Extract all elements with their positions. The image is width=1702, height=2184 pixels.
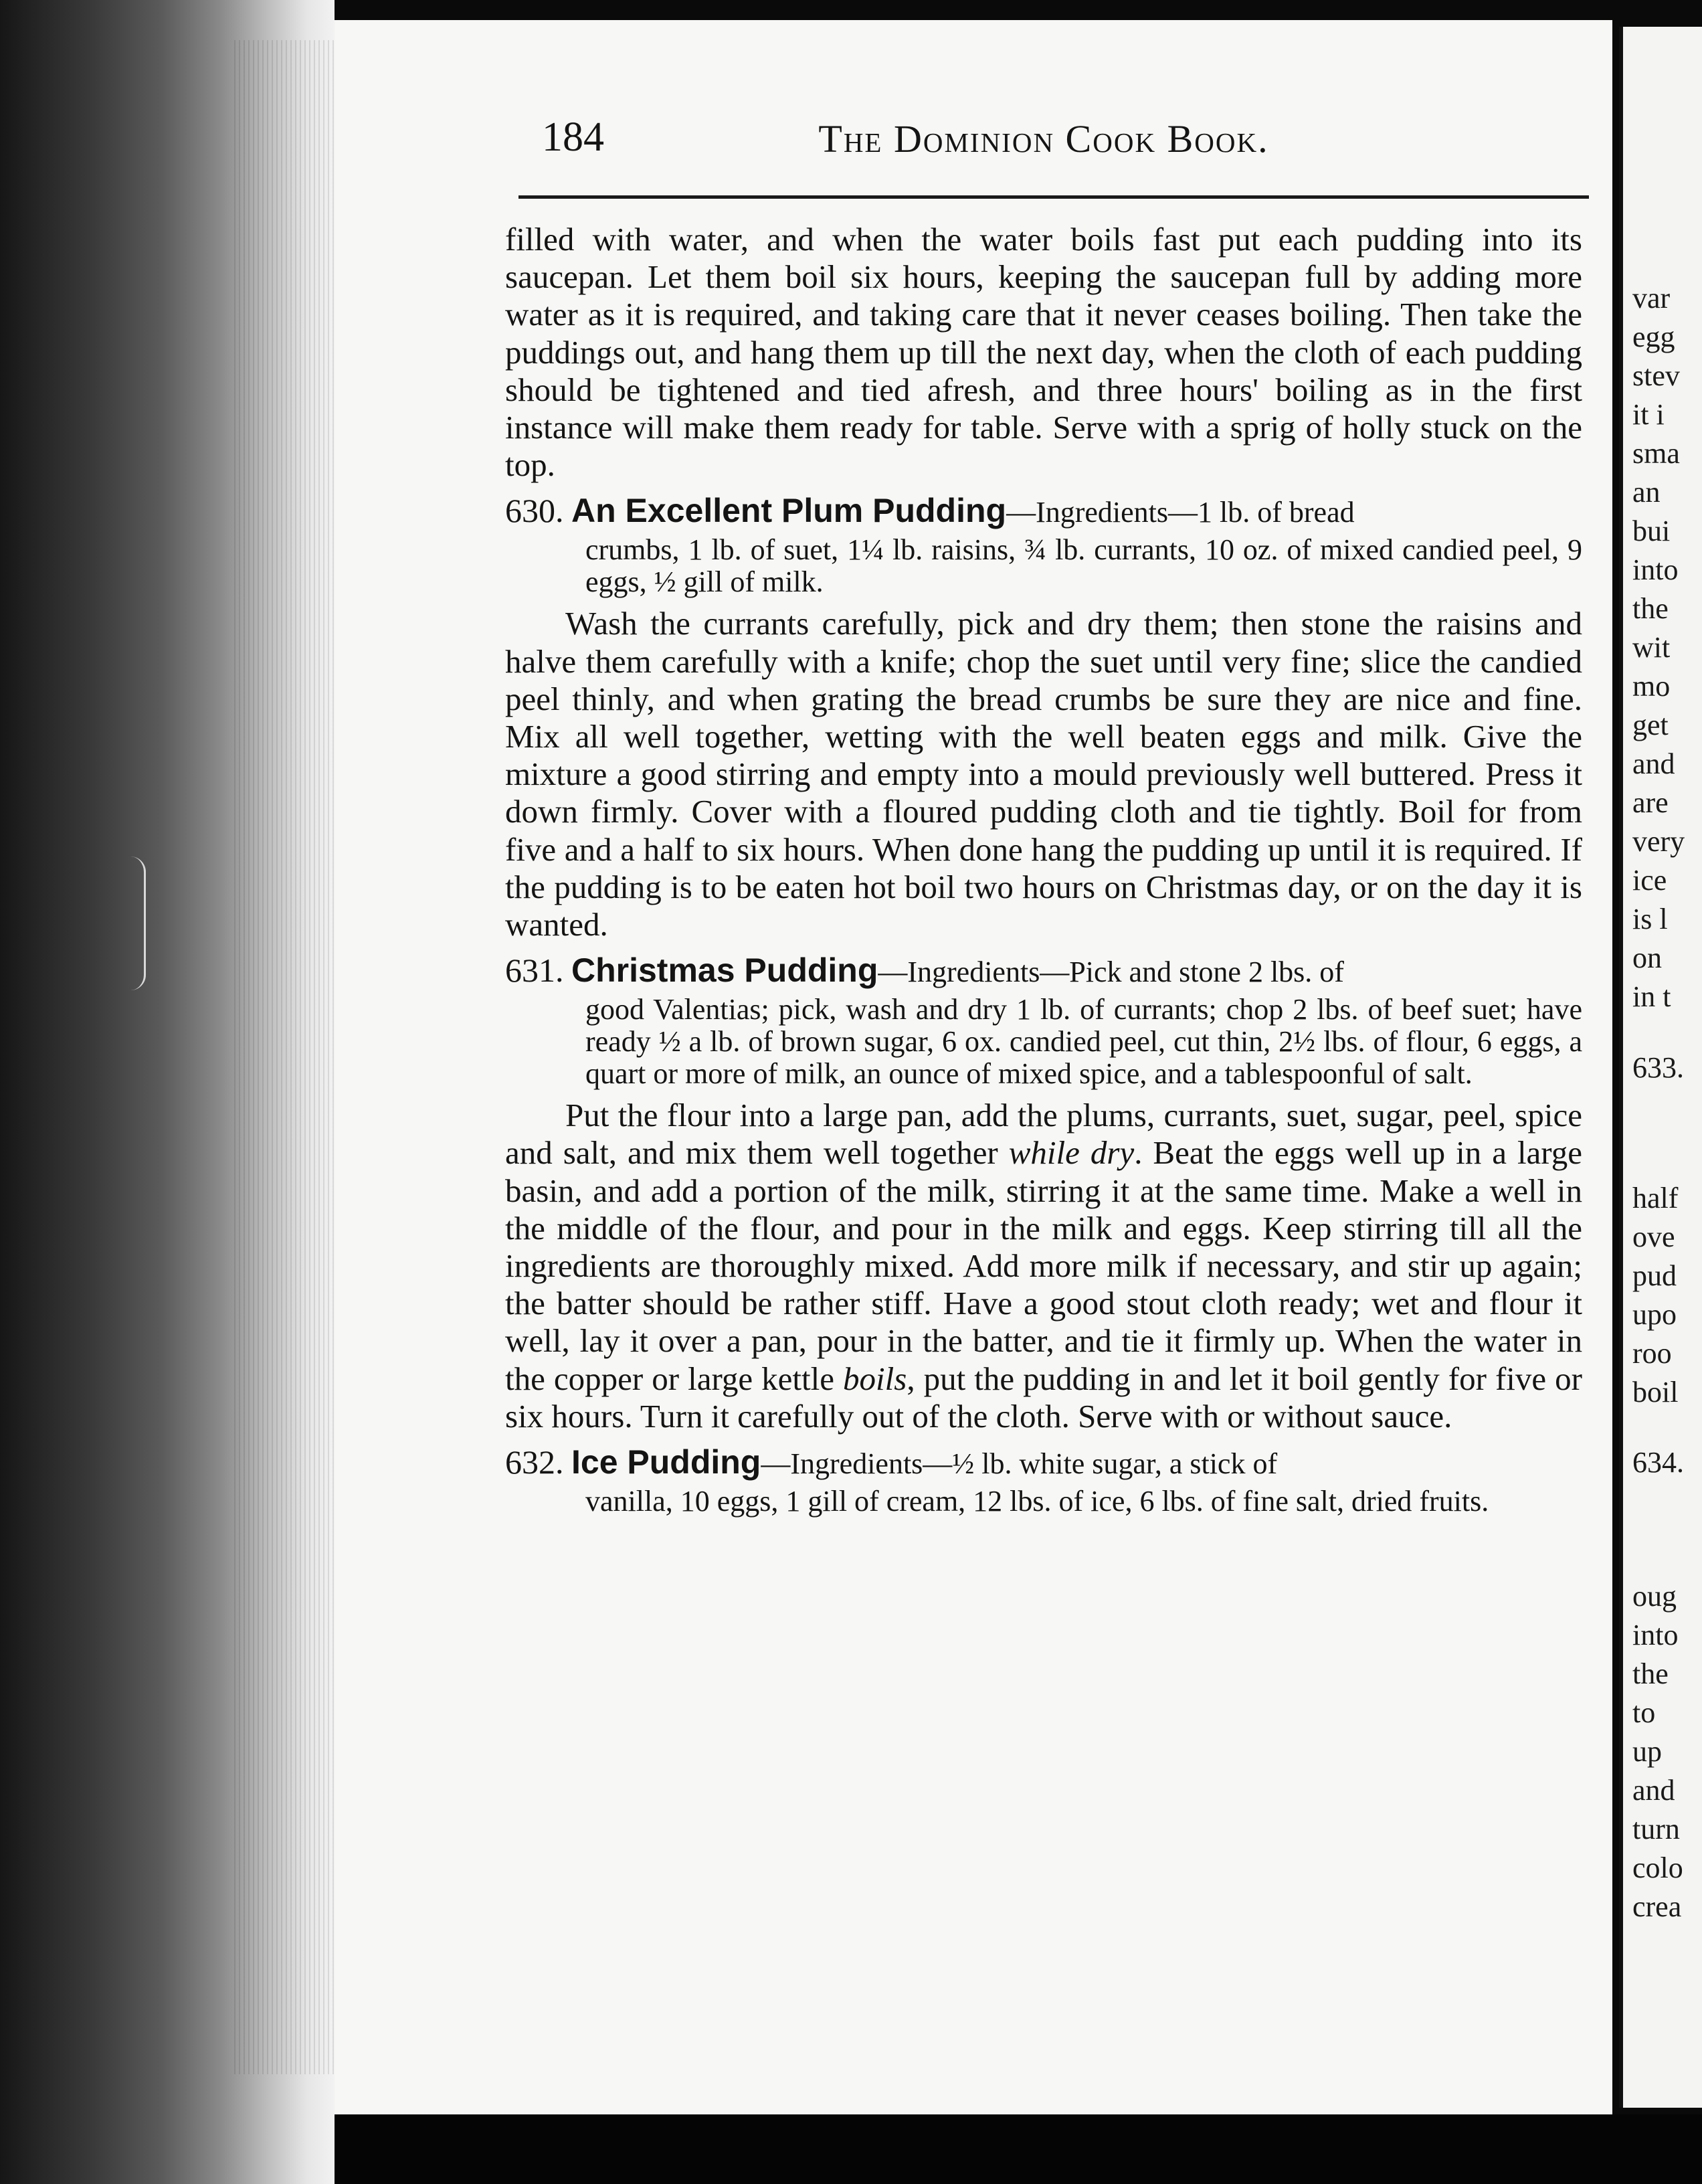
recipe-number: 630.	[505, 492, 564, 530]
method-emphasis: while dry	[1008, 1134, 1135, 1172]
facing-page-word: it i	[1632, 398, 1665, 431]
method-emphasis: boils	[843, 1360, 907, 1397]
recipe-631	[505, 951, 1582, 1435]
ingredients-list: good Valentias; pick, wash and dry 1 lb. of currants; chop 2 lbs. of beef suet; have ready ½ a lb. of brown sugar, 6 ox. candied peel, cut thin, 2½ lbs. of flour, 6 eggs, a quart or more of milk, an ounce of mixed spice, and a tablespoonful of salt.	[585, 993, 1582, 1091]
page-number: 184	[542, 114, 604, 160]
facing-page-word: 634.	[1632, 1446, 1684, 1479]
header-rule	[518, 195, 1589, 199]
ingredients-list: vanilla, 10 eggs, 1 gill of cream, 12 lbs. of ice, 6 lbs. of fine salt, dried fruits.	[585, 1485, 1489, 1518]
facing-page-word: var	[1632, 282, 1671, 314]
facing-page-word: pud	[1632, 1259, 1677, 1292]
page-header	[542, 114, 1572, 181]
method-text: , put the pudding in and let it boil gently for five or six hours. Turn it carefully out of the cloth. Serve with or without sauce.	[505, 1360, 1582, 1435]
recipe-title: Ice Pudding	[571, 1443, 761, 1481]
method-text: Put the flour into a large pan, add the plums, currants, suet, sugar, peel, spice and salt, and mix them well together	[505, 1097, 1582, 1172]
recipe-number: 631.	[505, 951, 564, 990]
method-text: . Beat the eggs well up in a large basin, and add a portion of the milk, stirring it at the same time. Make a well in the middle of the flour, and pour in the milk and eggs. Keep stirring till all the ingredients are thoroughly mixed. Add more milk if necessary, and stir up again; the batter should be rather stiff. Have a good stout cloth ready; wet and flour it well, lay it over a pan, pour in the batter, and tie it firmly up. When the water in the copper or large kettle	[505, 1134, 1582, 1397]
facing-page-word: ice	[1632, 864, 1667, 897]
facing-page-word: turn	[1632, 1813, 1680, 1845]
facing-page-word: oug	[1632, 1580, 1677, 1613]
facing-page-word: to	[1632, 1696, 1656, 1729]
body-text	[505, 221, 1582, 1524]
facing-page-word: on	[1632, 941, 1662, 974]
facing-page-word: into	[1632, 553, 1679, 586]
recipe-heading	[505, 494, 1582, 529]
facing-page-fragment	[1619, 27, 1702, 2108]
facing-page-word: bui	[1632, 515, 1671, 547]
book-page	[335, 20, 1612, 2114]
facing-page-word: ove	[1632, 1220, 1675, 1253]
recipe-630	[505, 494, 1582, 943]
facing-page-word: and	[1632, 747, 1675, 780]
facing-page-word: is l	[1632, 903, 1668, 935]
continuation-paragraph: filled with water, and when the water boils fast put each pudding into its saucepan. Let them boil six hours, keeping the saucepan full by adding more water as it is required, and taking care that it never ceases boiling. Then take the puddings out, and hang them up till the next day, when the cloth of each pudding should be tightened and tied afresh, and three hours' boiling as in the first instance will make them ready for table. Serve with a sprig of holly stuck on the top.	[505, 221, 1582, 484]
facing-page-word: wit	[1632, 631, 1671, 664]
facing-page-word: boil	[1632, 1376, 1679, 1408]
scan-background	[335, 2114, 1702, 2184]
facing-page-word: and	[1632, 1774, 1675, 1807]
facing-page-word: an	[1632, 476, 1661, 509]
recipe-title: Christmas Pudding	[571, 951, 878, 990]
running-title: The Dominion Cook Book.	[818, 117, 1269, 161]
recipe-632	[505, 1443, 1582, 1518]
recipe-number: 632.	[505, 1443, 564, 1481]
facing-page-word: get	[1632, 709, 1669, 741]
facing-page-word: sma	[1632, 437, 1680, 470]
recipe-heading	[505, 951, 1582, 990]
facing-page-word: the	[1632, 592, 1669, 625]
recipe-method	[505, 1097, 1582, 1435]
facing-page-word: stev	[1632, 359, 1680, 392]
facing-page-word: egg	[1632, 321, 1675, 353]
facing-page-word: are	[1632, 786, 1669, 819]
recipe-title: An Excellent Plum Pudding	[571, 492, 1007, 530]
ingredients-lead: —Ingredients—1 lb. of bread	[1006, 496, 1355, 529]
facing-page-word: up	[1632, 1735, 1662, 1768]
recipe-heading	[505, 1443, 1582, 1481]
binding-thread	[130, 856, 146, 990]
facing-page-word: 633.	[1632, 1051, 1684, 1084]
ingredients-list: crumbs, 1 lb. of suet, 1¼ lb. raisins, ¾ lb. currants, 10 oz. of mixed candied peel, 9 eggs, ½ gill of milk.	[585, 533, 1582, 599]
facing-page-word: mo	[1632, 670, 1671, 703]
facing-page-word: colo	[1632, 1851, 1683, 1884]
facing-page-word: in t	[1632, 980, 1671, 1013]
recipe-method: Wash the currants carefully, pick and dry them; then stone the raisins and halve them carefully with a knife; chop the suet until very fine; slice the candied peel thinly, and when grating the bread crumbs be sure they are nice and fine. Mix all well together, wetting with the well beaten eggs and milk. Give the mixture a good stirring and empty into a mould previously well buttered. Press it down firmly. Cover with a floured pudding cloth and tie tightly. Boil for from five and a half to six hours. When done hang the pudding up until it is required. If the pudding is to be eaten hot boil two hours on Christmas day, or on the day it is wanted.	[505, 605, 1582, 943]
page-edges	[234, 40, 335, 2074]
ingredients-lead: —Ingredients—½ lb. white sugar, a stick of	[761, 1447, 1278, 1481]
facing-page-word: roo	[1632, 1337, 1672, 1370]
facing-page-word: into	[1632, 1619, 1679, 1651]
facing-page-word: half	[1632, 1182, 1679, 1214]
facing-page-word: the	[1632, 1657, 1669, 1690]
ingredients-lead: —Ingredients—Pick and stone 2 lbs. of	[878, 955, 1344, 989]
facing-page-word: crea	[1632, 1890, 1682, 1923]
facing-page-word: very	[1632, 825, 1685, 858]
facing-page-word: upo	[1632, 1298, 1677, 1331]
